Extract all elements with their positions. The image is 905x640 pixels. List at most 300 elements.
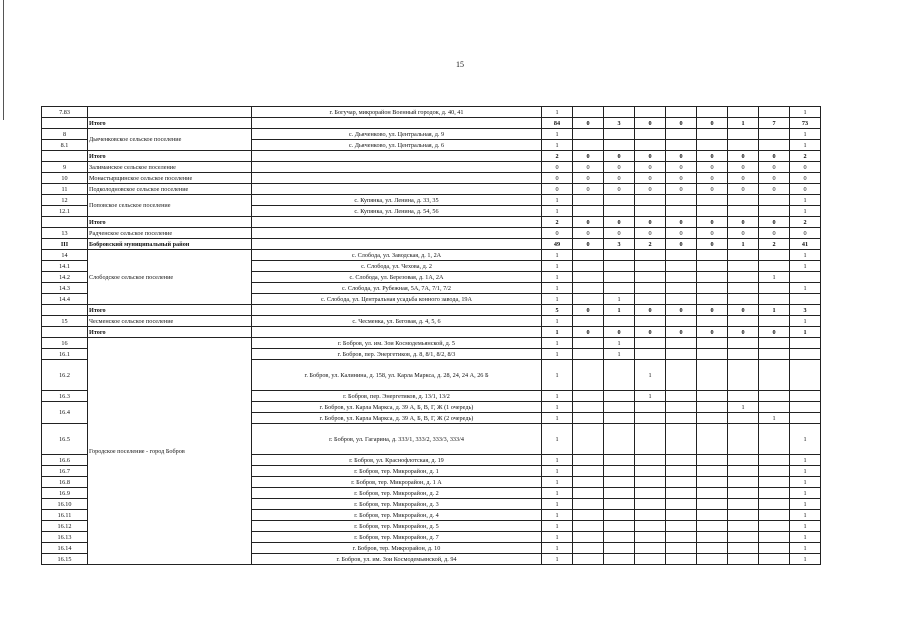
value-cell	[635, 349, 666, 360]
value-cell: 1	[790, 107, 821, 118]
value-cell: 0	[697, 173, 728, 184]
value-cell	[697, 532, 728, 543]
value-cell	[666, 250, 697, 261]
value-cell	[790, 272, 821, 283]
value-cell	[666, 391, 697, 402]
value-cell	[759, 195, 790, 206]
value-cell	[728, 510, 759, 521]
value-cell: 0	[790, 162, 821, 173]
value-cell: 0	[542, 162, 573, 173]
table-row	[42, 184, 821, 195]
row-number-cell	[42, 118, 88, 129]
value-cell: 0	[759, 184, 790, 195]
value-cell	[697, 294, 728, 305]
value-cell	[635, 283, 666, 294]
value-cell: 7	[759, 118, 790, 129]
table-row	[42, 162, 821, 173]
value-cell: 1	[542, 261, 573, 272]
table-row	[42, 217, 821, 228]
value-cell	[573, 316, 604, 327]
value-cell	[573, 455, 604, 466]
value-cell: 0	[759, 228, 790, 239]
address-cell: с. Дьяченково, ул. Центральная, д. 9	[252, 129, 542, 140]
value-cell: 1	[542, 391, 573, 402]
value-cell: 1	[542, 488, 573, 499]
value-cell	[697, 261, 728, 272]
settlement-name-cell: Бобровский муниципальный район	[88, 239, 252, 250]
value-cell	[697, 499, 728, 510]
value-cell	[573, 272, 604, 283]
value-cell	[604, 402, 635, 413]
value-cell	[604, 488, 635, 499]
value-cell	[573, 338, 604, 349]
address-cell	[252, 162, 542, 173]
row-number-cell: 16	[42, 338, 88, 349]
row-number-cell: 8.1	[42, 140, 88, 151]
row-number-cell: 10	[42, 173, 88, 184]
row-number-cell: 9	[42, 162, 88, 173]
value-cell: 0	[759, 327, 790, 338]
address-cell: г. Бобров, пер. Энергетиков, д. 8, 8/1, 8/2, 8/3	[252, 349, 542, 360]
value-cell: 1	[542, 195, 573, 206]
table-row	[42, 118, 821, 129]
value-cell: 1	[759, 413, 790, 424]
value-cell	[759, 477, 790, 488]
value-cell: 1	[604, 338, 635, 349]
row-number-cell: 16.7	[42, 466, 88, 477]
value-cell: 3	[604, 239, 635, 250]
value-cell	[573, 499, 604, 510]
value-cell	[635, 413, 666, 424]
value-cell	[604, 283, 635, 294]
value-cell: 1	[759, 305, 790, 316]
value-cell: 1	[790, 554, 821, 565]
row-number-cell: 16.13	[42, 532, 88, 543]
address-cell: г. Бобров, тер. Микрорайон, д. 7	[252, 532, 542, 543]
value-cell	[666, 488, 697, 499]
value-cell	[697, 129, 728, 140]
value-cell: 1	[542, 521, 573, 532]
value-cell	[604, 316, 635, 327]
value-cell: 0	[573, 173, 604, 184]
value-cell	[635, 466, 666, 477]
value-cell	[635, 107, 666, 118]
value-cell	[697, 510, 728, 521]
row-number-cell: 12	[42, 195, 88, 206]
value-cell	[604, 554, 635, 565]
value-cell	[697, 360, 728, 391]
value-cell: 2	[542, 151, 573, 162]
value-cell	[759, 283, 790, 294]
row-number-cell: 16.1	[42, 349, 88, 360]
value-cell	[635, 206, 666, 217]
value-cell: 3	[604, 118, 635, 129]
row-number-cell: 15	[42, 316, 88, 327]
address-cell: с. Слобода, ул. Заводская, д. 1, 2А	[252, 250, 542, 261]
value-cell	[666, 206, 697, 217]
value-cell: 1	[790, 543, 821, 554]
address-cell: с. Слобода, ул. Чехова, д. 2	[252, 261, 542, 272]
value-cell	[635, 402, 666, 413]
value-cell	[759, 338, 790, 349]
value-cell	[635, 261, 666, 272]
value-cell	[604, 129, 635, 140]
value-cell: 1	[790, 424, 821, 455]
value-cell	[759, 510, 790, 521]
value-cell	[728, 360, 759, 391]
address-cell: г. Бобров, тер. Микрорайон, д. 3	[252, 499, 542, 510]
value-cell	[666, 349, 697, 360]
value-cell	[728, 543, 759, 554]
value-cell	[728, 424, 759, 455]
value-cell	[635, 338, 666, 349]
value-cell	[728, 129, 759, 140]
value-cell: 1	[542, 129, 573, 140]
table-row	[42, 327, 821, 338]
row-number-cell: III	[42, 239, 88, 250]
value-cell	[635, 510, 666, 521]
value-cell	[790, 413, 821, 424]
value-cell: 0	[790, 184, 821, 195]
value-cell	[666, 402, 697, 413]
value-cell: 1	[542, 424, 573, 455]
housing-table	[41, 106, 821, 565]
value-cell	[604, 206, 635, 217]
value-cell	[604, 424, 635, 455]
value-cell: 1	[790, 521, 821, 532]
value-cell	[759, 532, 790, 543]
value-cell	[728, 455, 759, 466]
value-cell	[697, 391, 728, 402]
value-cell	[759, 316, 790, 327]
row-number-cell: 14.2	[42, 272, 88, 283]
value-cell	[759, 391, 790, 402]
value-cell	[759, 129, 790, 140]
value-cell: 0	[697, 151, 728, 162]
settlement-name-cell	[88, 107, 252, 118]
address-cell	[252, 184, 542, 195]
table-row	[42, 338, 821, 349]
value-cell: 1	[790, 466, 821, 477]
value-cell: 0	[635, 184, 666, 195]
value-cell	[635, 140, 666, 151]
value-cell: 1	[542, 140, 573, 151]
value-cell	[666, 283, 697, 294]
value-cell: 0	[728, 162, 759, 173]
value-cell	[666, 338, 697, 349]
table-row	[42, 250, 821, 261]
value-cell: 0	[604, 327, 635, 338]
value-cell	[635, 532, 666, 543]
value-cell: 0	[573, 184, 604, 195]
value-cell	[666, 107, 697, 118]
value-cell	[635, 195, 666, 206]
row-number-cell: 11	[42, 184, 88, 195]
address-cell: с. Слобода, ул. Рубежная, 5А, 7А, 7/1, 7/2	[252, 283, 542, 294]
address-cell	[252, 327, 542, 338]
value-cell	[728, 466, 759, 477]
value-cell	[573, 477, 604, 488]
value-cell	[635, 316, 666, 327]
value-cell: 2	[635, 239, 666, 250]
value-cell: 0	[635, 327, 666, 338]
value-cell: 1	[542, 294, 573, 305]
value-cell: 0	[542, 184, 573, 195]
value-cell	[728, 413, 759, 424]
value-cell: 49	[542, 239, 573, 250]
value-cell	[604, 466, 635, 477]
value-cell	[573, 391, 604, 402]
value-cell: 2	[542, 217, 573, 228]
value-cell: 1	[759, 272, 790, 283]
value-cell: 1	[542, 510, 573, 521]
value-cell: 1	[542, 477, 573, 488]
value-cell	[635, 272, 666, 283]
value-cell	[666, 466, 697, 477]
value-cell	[728, 521, 759, 532]
row-number-cell: 16.11	[42, 510, 88, 521]
value-cell: 1	[542, 532, 573, 543]
value-cell	[697, 424, 728, 455]
address-cell: г. Бобров, ул. Гагарина, д. 333/1, 333/2, 333/3, 333/4	[252, 424, 542, 455]
value-cell: 0	[635, 173, 666, 184]
value-cell: 0	[697, 327, 728, 338]
value-cell: 1	[542, 250, 573, 261]
value-cell: 0	[728, 217, 759, 228]
value-cell: 0	[604, 228, 635, 239]
value-cell	[728, 532, 759, 543]
value-cell	[635, 521, 666, 532]
value-cell: 1	[542, 455, 573, 466]
value-cell	[697, 250, 728, 261]
value-cell	[728, 488, 759, 499]
value-cell: 0	[635, 305, 666, 316]
value-cell	[666, 316, 697, 327]
value-cell	[573, 140, 604, 151]
value-cell	[573, 360, 604, 391]
value-cell	[666, 554, 697, 565]
value-cell	[604, 261, 635, 272]
value-cell	[697, 195, 728, 206]
value-cell: 0	[666, 327, 697, 338]
value-cell: 1	[790, 455, 821, 466]
value-cell	[573, 466, 604, 477]
table-row	[42, 305, 821, 316]
value-cell	[573, 294, 604, 305]
settlement-name-cell: Подколодновское сельское поселение	[88, 184, 252, 195]
value-cell	[759, 402, 790, 413]
value-cell	[790, 294, 821, 305]
value-cell	[573, 261, 604, 272]
value-cell: 0	[728, 151, 759, 162]
value-cell	[604, 455, 635, 466]
value-cell: 1	[542, 327, 573, 338]
value-cell	[697, 466, 728, 477]
address-cell: г. Бобров, тер. Микрорайон, д. 10	[252, 543, 542, 554]
value-cell	[759, 261, 790, 272]
address-cell: г. Бобров, тер. Микрорайон, д. 1 А	[252, 477, 542, 488]
value-cell: 0	[604, 217, 635, 228]
value-cell	[573, 250, 604, 261]
row-number-cell: 14.3	[42, 283, 88, 294]
value-cell: 1	[542, 499, 573, 510]
settlement-name-cell: Монастырщинское сельское поселение	[88, 173, 252, 184]
value-cell: 0	[728, 327, 759, 338]
address-cell: с. Купянка, ул. Ленина, д. 33, 35	[252, 195, 542, 206]
value-cell	[604, 272, 635, 283]
value-cell	[573, 532, 604, 543]
table-row	[42, 228, 821, 239]
value-cell: 0	[542, 228, 573, 239]
value-cell: 1	[542, 272, 573, 283]
value-cell: 0	[697, 239, 728, 250]
value-cell	[666, 140, 697, 151]
value-cell	[573, 413, 604, 424]
value-cell	[790, 338, 821, 349]
address-cell: г. Бобров, ул. Краснофлотская, д. 19	[252, 455, 542, 466]
value-cell	[697, 521, 728, 532]
value-cell	[666, 499, 697, 510]
value-cell	[697, 554, 728, 565]
value-cell: 0	[635, 151, 666, 162]
row-number-cell: 16.4	[42, 402, 88, 424]
value-cell	[604, 510, 635, 521]
row-number-cell: 16.2	[42, 360, 88, 391]
address-cell: г. Бобров, тер. Микрорайон, д. 2	[252, 488, 542, 499]
settlement-name-cell: Итого	[88, 118, 252, 129]
value-cell: 0	[666, 184, 697, 195]
value-cell	[759, 455, 790, 466]
value-cell	[697, 413, 728, 424]
value-cell: 0	[790, 173, 821, 184]
address-cell: г. Бобров, ул. Карла Маркса, д. 39 А, Б, В, Г, Ж (1 очередь)	[252, 402, 542, 413]
value-cell	[573, 424, 604, 455]
value-cell	[635, 424, 666, 455]
value-cell: 1	[542, 349, 573, 360]
value-cell: 1	[604, 294, 635, 305]
value-cell: 0	[604, 173, 635, 184]
row-number-cell	[42, 327, 88, 338]
value-cell	[759, 250, 790, 261]
value-cell	[697, 543, 728, 554]
value-cell: 41	[790, 239, 821, 250]
table-row	[42, 316, 821, 327]
value-cell	[573, 107, 604, 118]
value-cell	[728, 316, 759, 327]
value-cell	[728, 338, 759, 349]
address-cell	[252, 305, 542, 316]
value-cell: 1	[728, 402, 759, 413]
value-cell: 1	[635, 391, 666, 402]
value-cell	[697, 206, 728, 217]
address-cell: г. Бобров, тер. Микрорайон, д. 5	[252, 521, 542, 532]
value-cell: 0	[666, 217, 697, 228]
value-cell	[759, 521, 790, 532]
value-cell: 1	[790, 195, 821, 206]
value-cell: 1	[542, 338, 573, 349]
value-cell	[666, 129, 697, 140]
row-number-cell: 14.1	[42, 261, 88, 272]
value-cell: 0	[573, 217, 604, 228]
row-number-cell: 16.5	[42, 424, 88, 455]
address-cell: г. Богучар, микрорайон Военный городок, д. 40, 41	[252, 107, 542, 118]
value-cell: 0	[697, 118, 728, 129]
row-number-cell: 16.6	[42, 455, 88, 466]
value-cell	[759, 360, 790, 391]
value-cell	[790, 391, 821, 402]
value-cell: 0	[790, 228, 821, 239]
address-cell	[252, 118, 542, 129]
value-cell	[697, 107, 728, 118]
value-cell: 0	[697, 184, 728, 195]
row-number-cell: 8	[42, 129, 88, 140]
value-cell	[728, 349, 759, 360]
value-cell: 0	[666, 151, 697, 162]
value-cell: 0	[666, 173, 697, 184]
settlement-name-cell: Поповское сельское поселение	[88, 195, 252, 217]
address-cell: г. Бобров, ул. им. Зои Космодемьянской, д. 5	[252, 338, 542, 349]
value-cell	[697, 349, 728, 360]
value-cell: 0	[697, 228, 728, 239]
value-cell	[759, 349, 790, 360]
value-cell	[666, 521, 697, 532]
value-cell: 1	[790, 250, 821, 261]
value-cell: 0	[635, 217, 666, 228]
value-cell: 73	[790, 118, 821, 129]
value-cell: 0	[697, 162, 728, 173]
value-cell	[604, 499, 635, 510]
value-cell: 1	[790, 488, 821, 499]
value-cell: 0	[604, 184, 635, 195]
value-cell	[666, 294, 697, 305]
value-cell: 1	[542, 283, 573, 294]
address-cell	[252, 151, 542, 162]
value-cell	[635, 129, 666, 140]
value-cell: 1	[790, 316, 821, 327]
value-cell: 1	[542, 206, 573, 217]
value-cell	[728, 140, 759, 151]
value-cell	[759, 488, 790, 499]
value-cell	[728, 107, 759, 118]
value-cell	[604, 195, 635, 206]
value-cell	[697, 316, 728, 327]
address-cell: г. Бобров, ул. Калинина, д. 158, ул. Карла Маркса, д. 28, 24, 24 А, 26 Б	[252, 360, 542, 391]
settlement-name-cell: Залиманское сельское поселение	[88, 162, 252, 173]
value-cell: 2	[790, 217, 821, 228]
value-cell: 1	[790, 140, 821, 151]
settlement-name-cell: Городское поселение - город Бобров	[88, 338, 252, 565]
value-cell	[666, 510, 697, 521]
value-cell	[666, 532, 697, 543]
address-cell: с. Купянка, ул. Ленина, д. 54, 56	[252, 206, 542, 217]
value-cell	[635, 554, 666, 565]
settlement-name-cell: Итого	[88, 151, 252, 162]
row-number-cell	[42, 305, 88, 316]
value-cell	[728, 206, 759, 217]
settlement-name-cell: Итого	[88, 327, 252, 338]
value-cell: 1	[790, 261, 821, 272]
value-cell: 0	[604, 151, 635, 162]
value-cell: 0	[728, 184, 759, 195]
value-cell	[759, 466, 790, 477]
row-number-cell: 16.15	[42, 554, 88, 565]
value-cell	[666, 543, 697, 554]
address-cell: с. Слобода, ул. Центральная усадьба конного завода, 19А	[252, 294, 542, 305]
row-number-cell	[42, 151, 88, 162]
settlement-name-cell: Слободское сельское поселение	[88, 250, 252, 305]
value-cell	[666, 360, 697, 391]
value-cell: 0	[759, 151, 790, 162]
